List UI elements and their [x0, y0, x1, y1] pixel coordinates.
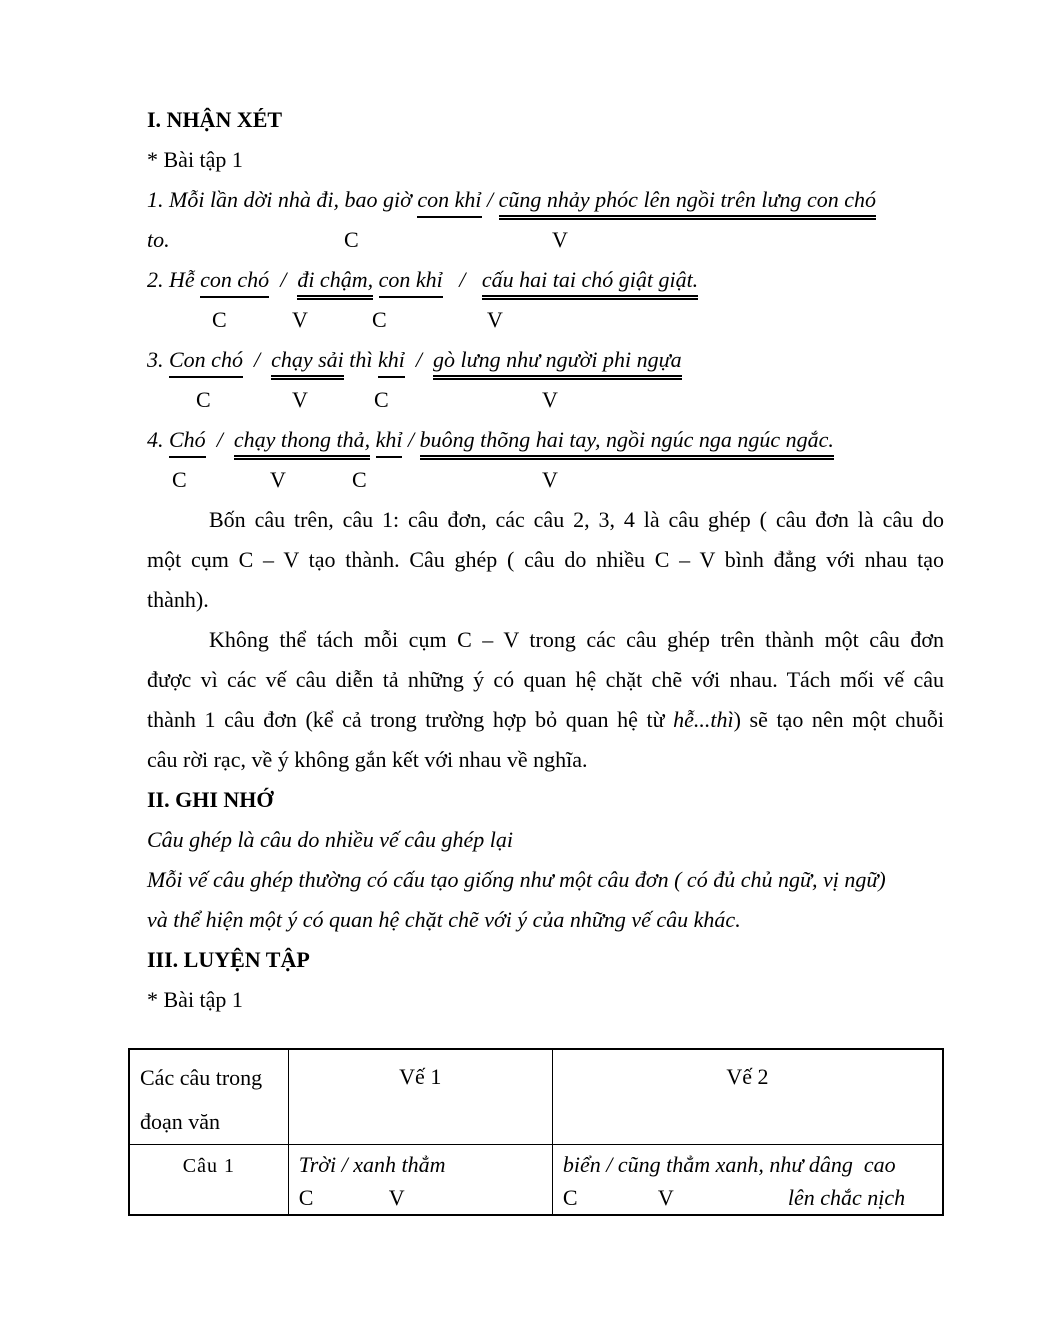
- table-cell-ve2: [552, 1145, 943, 1216]
- paragraph-line: thành).: [147, 587, 209, 612]
- sentence-1-separator: /: [481, 187, 499, 212]
- sentence-4: [147, 420, 944, 460]
- sentence-1-subject: con khỉ: [417, 187, 481, 218]
- sentence-4-predicate-2: buông thõng hai tay, ngồi ngúc nga ngúc ngắc.: [420, 427, 834, 460]
- paragraph-line-part: ) sẽ tạo nên một chuỗi: [733, 707, 944, 732]
- sentence-4-separator-2: /: [402, 427, 420, 452]
- ve1-text: Trời / xanh thẳm: [298, 1152, 446, 1177]
- sentence-4-subject-1: Chó: [169, 427, 206, 458]
- sentence-2-separator-1: /: [269, 267, 298, 292]
- marker-c: C: [562, 1185, 578, 1210]
- clipped-label-box: [182, 1155, 235, 1180]
- note-line: Mỗi vế câu ghép thường có cấu tạo giống như một câu đơn ( có đủ chủ ngữ, vị ngữ): [147, 867, 886, 892]
- table-cell-sentence-label: [129, 1145, 288, 1216]
- ve1-marker-row: [299, 1181, 544, 1214]
- exercise-label-1: * Bài tập 1: [147, 147, 243, 172]
- marker-c: C: [196, 387, 211, 412]
- sentence-2-subject-2: con khỉ: [379, 267, 443, 298]
- conjunction-term: hễ...thì: [673, 707, 734, 732]
- sentence-2-predicate-1: đi chậm,: [297, 267, 373, 300]
- paragraph-line-part: thành 1 câu đơn (kể cả trong trường hợp bỏ quan hệ từ: [147, 707, 674, 732]
- sentence-3-separator-1: /: [242, 347, 272, 372]
- marker-v: V: [542, 467, 558, 492]
- ve2-text: biển / cũng thẳm xanh, như dâng cao: [562, 1152, 896, 1177]
- sentence-3: [147, 340, 944, 380]
- marker-v: V: [270, 467, 286, 492]
- sentence-3-predicate-2: gò lưng như người phi ngựa: [433, 347, 682, 380]
- marker-c: C: [374, 387, 389, 412]
- sentence-4-predicate-1: chạy thong thả,: [234, 427, 370, 460]
- sentence-3-lead: 3.: [147, 347, 169, 372]
- sentence-4-subject-2: khỉ: [376, 427, 403, 458]
- sentence-3-separator-2: /: [404, 347, 434, 372]
- document-content: [140, 100, 944, 1216]
- marker-v: V: [487, 307, 503, 332]
- table-row: [129, 1145, 943, 1216]
- sentence-3-mid: thì: [343, 347, 379, 372]
- marker-v: V: [292, 387, 308, 412]
- sentence-3-subject-2: khỉ: [378, 347, 405, 378]
- sentence-4-lead: 4.: [147, 427, 169, 452]
- marker-v: V: [552, 227, 568, 252]
- ve2-extra-text: lên chắc nịch: [787, 1185, 906, 1210]
- ve2-marker-row: [563, 1181, 934, 1214]
- sentence-2-marker-row: [147, 300, 944, 340]
- marker-v: V: [388, 1185, 405, 1210]
- sentence-4-marker-row: [147, 460, 944, 500]
- sentence-3-marker-row: [147, 380, 944, 420]
- paragraph-explanation-1: [147, 500, 944, 620]
- sentence-4-separator-1: /: [205, 427, 234, 452]
- sentence-2-predicate-2: cấu hai tai chó giật giật.: [482, 267, 698, 300]
- table-header-sentences: Các câu trong đoạn văn: [129, 1049, 288, 1145]
- heading-nhan-xet: I. NHẬN XÉT: [147, 107, 283, 132]
- table-header-ve1: Vế 1: [288, 1049, 552, 1145]
- paragraph-line: Không thể tách mỗi cụm C – V trong các câu ghép trên thành một câu đơn: [209, 627, 944, 652]
- sentence-2-mid: [373, 267, 379, 292]
- marker-c: C: [372, 307, 387, 332]
- heading-luyen-tap: III. LUYỆN TẬP: [147, 947, 310, 972]
- sentence-4-mid: [370, 427, 376, 452]
- paragraph-line: [147, 700, 944, 740]
- table-cell-ve1: [288, 1145, 552, 1216]
- paragraph-line: câu rời rạc, về ý không gắn kết với nhau về nghĩa.: [147, 747, 588, 772]
- analysis-table: [128, 1048, 944, 1216]
- exercise-label-2: * Bài tập 1: [147, 987, 243, 1012]
- note-line: Câu ghép là câu do nhiều vế câu ghép lại: [147, 827, 513, 852]
- marker-c: C: [212, 307, 227, 332]
- sentence-2: [147, 260, 944, 300]
- sentence-1-tail: to.: [147, 227, 170, 252]
- marker-v: V: [292, 307, 308, 332]
- sentence-2-subject-1: con chó: [200, 267, 269, 298]
- table-header-ve2: Vế 2: [552, 1049, 943, 1145]
- marker-c: C: [298, 1185, 314, 1210]
- note-line: và thể hiện một ý có quan hệ chặt chẽ với ý của những vế câu khác.: [147, 907, 741, 932]
- sentence-1-predicate: cũng nhảy phóc lên ngồi trên lưng con chó: [499, 187, 876, 220]
- sentence-2-separator-2: /: [442, 267, 482, 292]
- marker-c: C: [352, 467, 367, 492]
- marker-c: C: [344, 227, 359, 252]
- sentence-1-lead: 1. Mỗi lần dời nhà đi, bao giờ: [147, 187, 418, 212]
- marker-v: V: [542, 387, 558, 412]
- paragraph-line: một cụm C – V tạo thành. Câu ghép ( câu do nhiều C – V bình đẳng với nhau tạo: [147, 547, 944, 572]
- paragraph-line: Bốn câu trên, câu 1: câu đơn, các câu 2, 3, 4 là câu ghép ( câu đơn là câu do: [209, 507, 944, 532]
- sentence-3-subject-1: Con chó: [169, 347, 243, 378]
- paragraph-explanation-2: [147, 620, 944, 780]
- sentence-2-lead: 2. Hễ: [147, 267, 201, 292]
- marker-c: C: [172, 467, 187, 492]
- table-header-row: [129, 1049, 943, 1145]
- sentence-1: [147, 180, 944, 220]
- sentence-1-marker-row: [147, 220, 944, 260]
- sentence-3-predicate-1: chạy sải: [271, 347, 344, 380]
- sentence-label: Câu 1: [182, 1155, 235, 1177]
- paragraph-line: được vì các vế câu diễn tả những ý có quan hệ chặt chẽ với nhau. Tách mối vế câu: [147, 667, 944, 692]
- marker-v: V: [657, 1185, 674, 1210]
- heading-ghi-nho: II. GHI NHỚ: [147, 787, 274, 812]
